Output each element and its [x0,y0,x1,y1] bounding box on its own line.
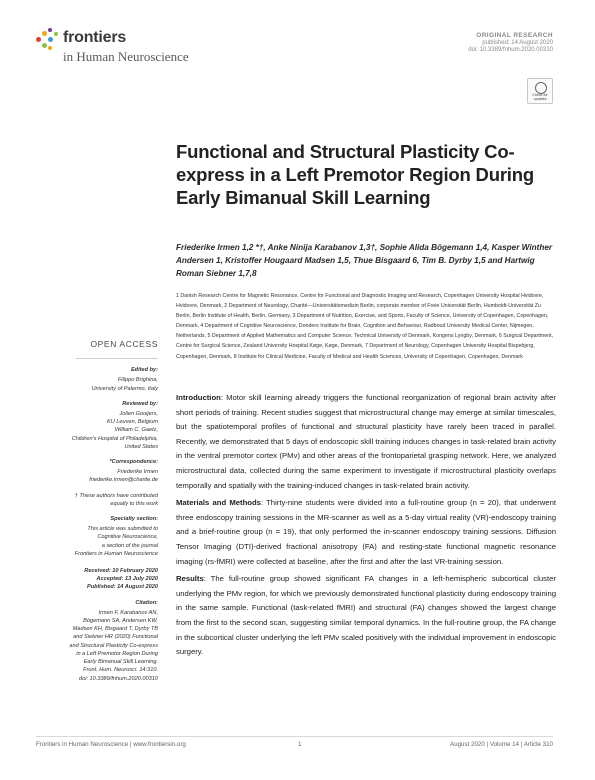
article-type: ORIGINAL RESEARCH [476,32,553,39]
page-footer [36,741,553,751]
abstract-methods [176,496,556,569]
footer-divider [36,736,553,737]
page-number: 1 [298,741,302,748]
specialty-line: Cognitive Neuroscience, [97,534,158,541]
footer-journal-link[interactable]: Frontiers in Human Neuroscience | www.frontiersin.org [36,741,186,748]
accepted-date: Accepted: 13 July 2020 [96,576,158,583]
abstract [176,391,556,663]
correspondence-name: Friederike Irmen [117,469,158,476]
citation-line: Irmen F, Karabanov AN, [98,609,158,616]
specialty-line: Frontiers in Human Neuroscience [74,550,158,557]
editor [36,376,158,392]
specialty-line: a section of the journal [101,542,158,549]
frontiers-logo-icon [36,28,60,52]
equal-contribution-note [36,492,158,508]
author-list: Friederike Irmen 1,2 *†, Anke Ninija Karabanov 1,3†, Sophie Alida Bögemann 1,4, Kasper Winther Andersen 1, Kristoffer Hougaard Madsen 1,5, Thue Bisgaard 6, Tim B. Dyrby 1,5 and Hartwig Roman Siebner 1,7,8 [176,243,553,279]
editor-line: Filippo Brighina, [117,377,158,384]
logo-wordmark: frontiers [63,29,127,46]
citation-line: in a Left Premotor Region During [76,650,158,657]
section-label: Materials and Methods [176,498,261,508]
citation-label: Citation: [135,599,158,606]
section-text: : The full-routine group showed significant FA changes in a left-hemispheric subcortical cluster underlying the PMv region, for which we previously demonstrated functional plasticity during endoscopy training in the same sample. Functional (task-related fMRI) and structural (FA) changes showed the largest change from the first to the second scan, suggesting similar temporal dynamics. In the full-routine group, the FA change in the subcortical cluster underlying the left PMv scaled positively with the individual improvement in endoscopic surgery. [176,574,556,657]
citation [36,609,158,683]
received-date: Received: 10 February 2020 [84,568,158,575]
reviewer-line: United States [124,443,158,450]
abstract-introduction [176,391,556,493]
citation-line: and Siebner HR (2020) Functional [73,634,158,641]
sidebar [36,340,158,683]
section-label: Introduction [176,393,221,402]
published-date: published: 14 August 2020 [482,40,553,46]
reviewers [36,410,158,451]
reviewer-line: Children's Hospital of Philadelphia, [71,435,158,442]
check-for-updates-button[interactable] [527,78,553,104]
correspondence-email[interactable]: friederike.irmen@charite.de [89,477,158,484]
open-access-label: OPEN ACCESS [90,339,158,349]
note-line: equally to this work [110,500,158,507]
specialty-line: This article was submitted to [87,526,158,533]
reviewer-line: William C. Gaetz, [114,427,158,434]
section-label: Results [176,574,204,584]
article-meta [468,32,553,53]
specialty-section [36,525,158,558]
citation-line: and Structural Plasticity Co-express [69,642,158,649]
editor-line: University of Palermo, Italy [91,385,158,392]
specialty-section-label: Specialty section: [110,516,158,523]
reviewed-by-label: Reviewed by: [122,400,158,407]
divider [76,358,158,359]
check-badge-label: Check for updates [532,93,548,101]
journal-logo[interactable] [36,28,189,72]
citation-line: Bögemann SA, Andersen KW, [83,618,158,625]
edited-by-label: Edited by: [130,367,158,374]
abstract-results [176,572,556,660]
section-text: : Motor skill learning already triggers the functional reorganization of regional brain activity after short periods of training. Recent studies suggest that microstructural change may emerge at similar timescales, but the spatiotemporal profiles of functional and structural plasticity have rarely been traced in parallel. Recently, we demonstrated that 5 days of endoscopic skill training induces changes in task-related brain activity in the ventral premotor cortex (PMv) and other areas of the frontoparietal grasping network. Here, we analyzed microstructural data, collected during the same experiment to investigate if microstructural plasticity overlaps temporally and spatially with the training-induced changes in task-related brain activity. [176,393,556,490]
dates [36,567,158,592]
citation-line: Front. Hum. Neurosci. 14:310. [83,667,158,674]
affiliations: 1 Danish Research Centre for Magnetic Resonance, Centre for Functional and Diagnostic Imaging and Research, Copenhagen University Hospital Hvidovre, Hvidovre, Denmark, 2 Department of Neurology, Charité—Universitätsmedizin Berlin, corporate member of Freie Universität Berlin, Humboldt-Universität Zu Berlin, Berlin Institute of Health, Berlin, Germany, 3 Department of Nutrition, Exercise, and Sports, Faculty of Science, University of Copenhagen, Copenhagen, Denmark, 4 Department of Cognitive Neuroscience, Donders Institute for Brain, Cognition and Behaviour, Radboud University Medical Center, Nijmegen, Netherlands, 5 Department of Applied Mathematics and Computer Science, Technical University of Denmark, Kongens Lyngby, Denmark, 6 Surgical Department, Centre for Surgical Science, Zealand University Hospital Køge, Køge, Denmark, 7 Department of Neurology, Copenhagen University Hospital Bispebjerg, Copenhagen, Denmark, 8 Institute for Clinical Medicine, Faculty of Medical and Health Sciences, University of Copenhagen, Copenhagen, Denmark [176,293,554,360]
footer-issue-info: August 2020 | Volume 14 | Article 310 [450,741,553,748]
article-title: Functional and Structural Plasticity Co-express in a Left Premotor Region During Early Bimanual Skill Learning [176,141,534,208]
reviewer-line: KU Leuven, Belgium [107,419,158,426]
section-text: : Thirty-nine students were divided into a full-routine group (n = 20), that underwent three endoscopy training sessions in the MR-scanner as well as a 5-day virtual reality (VR)-endoscopy training and a brief-routine group (n = 19), that only performed the in-scanner endoscopy training sessions. Diffusion Tensor Imaging (DTI)-derived fractional anisotropy (FA) and resting-state functional magnetic resonance imaging (rs-fMRI) were collected at baseline, after the first and after the last VR-training session. [176,498,556,566]
published-date-side: Published: 14 August 2020 [87,584,158,591]
note-line: † These authors have contributed [74,492,158,499]
citation-doi[interactable]: doi: 10.3389/fnhum.2020.00310 [78,675,158,682]
citation-line: Early Bimanual Skill Learning. [83,659,158,666]
correspondence-label: *Correspondence: [109,459,158,466]
correspondence [36,468,158,484]
citation-line: Madsen KH, Bisgaard T, Dyrby TB [72,626,158,633]
doi-link[interactable]: doi: 10.3389/fnhum.2020.00310 [468,47,553,53]
reviewer-line: Jolien Gooijers, [119,411,158,418]
journal-name: in Human Neuroscience [63,49,189,64]
